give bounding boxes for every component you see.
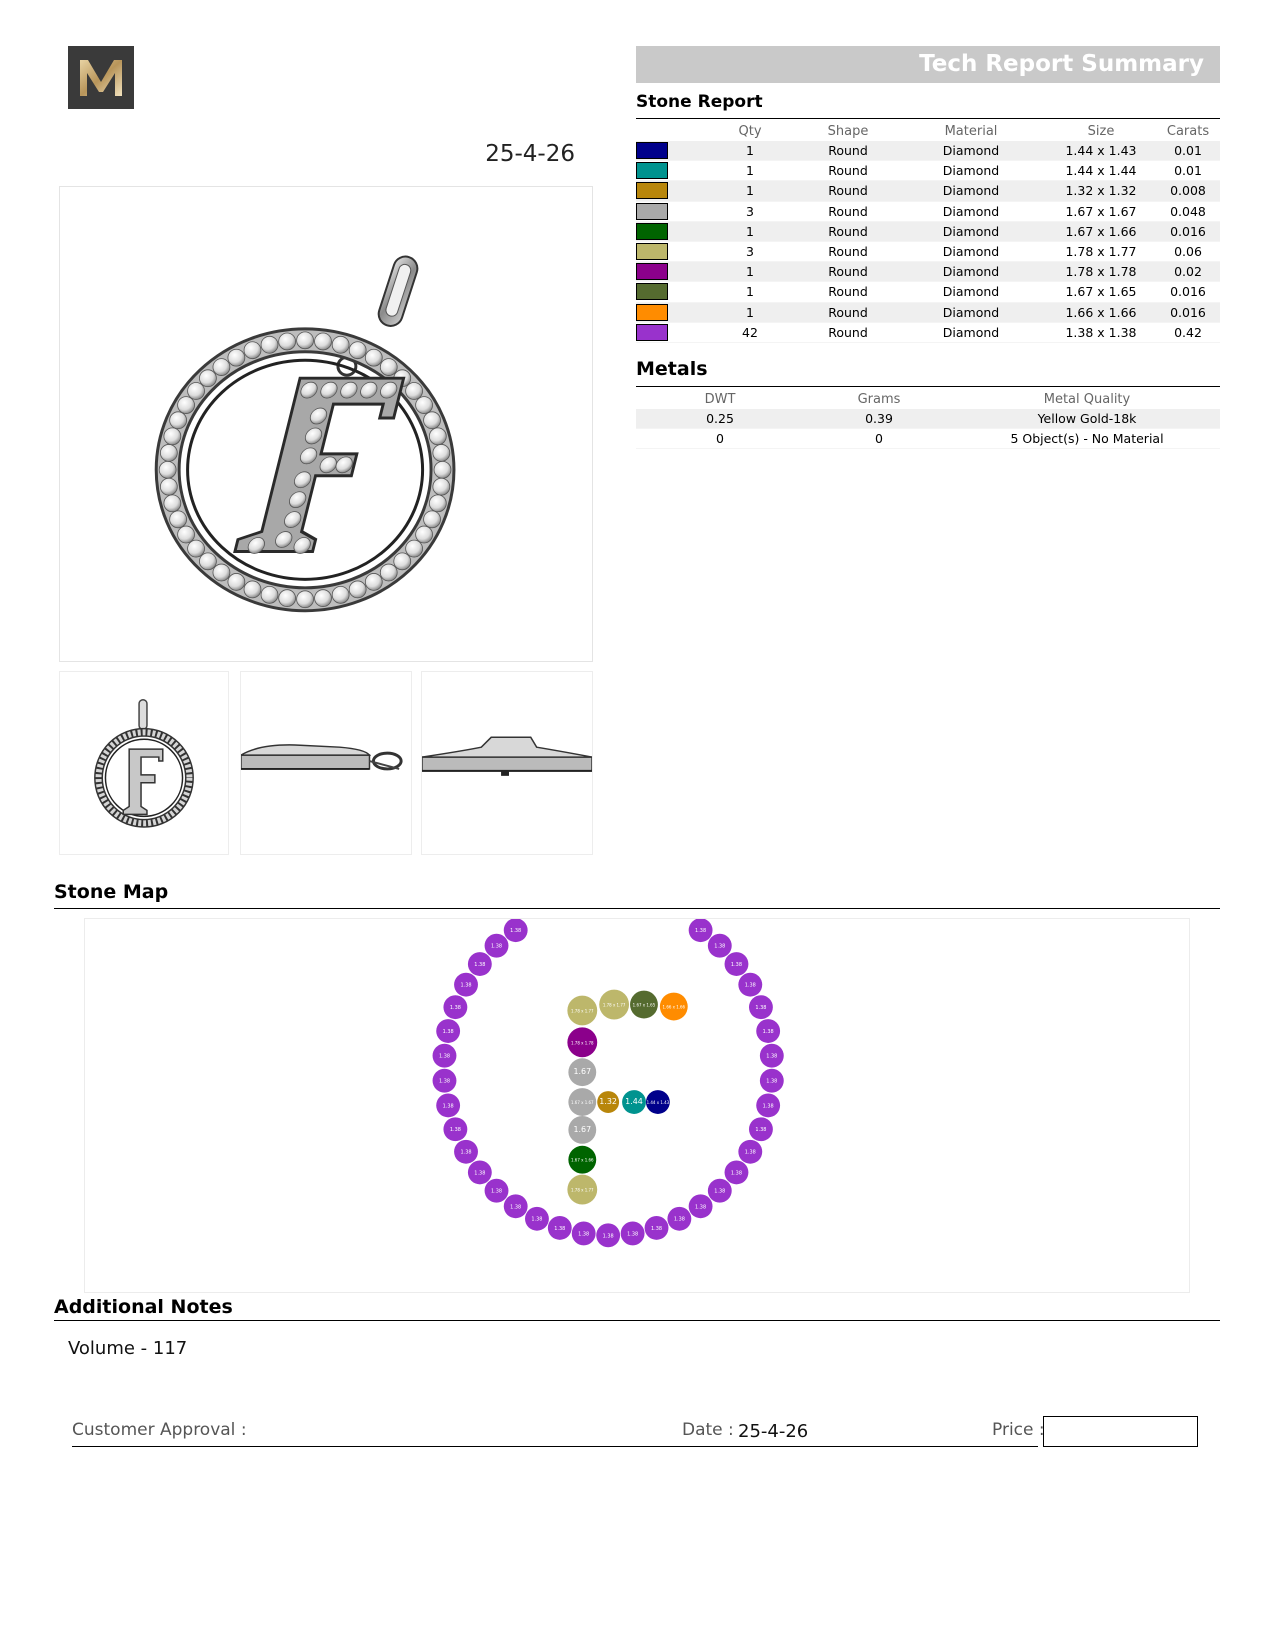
material-cell: Diamond: [896, 322, 1046, 342]
stone-color-swatch: [636, 263, 668, 280]
color-swatch: [636, 262, 700, 282]
map-ring-stone-label: 1.38: [531, 1216, 543, 1223]
stone-color-swatch: [636, 182, 668, 199]
map-ring-stone-label: 1.38: [460, 982, 472, 989]
ring-stone: [228, 573, 245, 590]
stone-color-swatch: [636, 324, 668, 341]
column-header-grams: Grams: [857, 391, 901, 407]
table-row: [636, 282, 1220, 302]
stone-color-swatch: [636, 243, 668, 260]
ring-stone: [424, 412, 441, 429]
map-ring-stone-label: 1.38: [695, 928, 707, 935]
ring-stone: [433, 444, 450, 461]
qty-cell: 1: [700, 302, 800, 322]
price-field[interactable]: [1043, 1416, 1198, 1447]
size-cell: 1.44 x 1.44: [1046, 161, 1156, 181]
thumbnail-side-view[interactable]: [240, 671, 412, 855]
map-letter-stone-label: 1.32: [599, 1097, 617, 1107]
color-swatch: [636, 141, 700, 161]
ring-stone: [429, 495, 446, 512]
color-swatch: [636, 181, 700, 201]
map-letter-stone-label: 1.44: [625, 1097, 643, 1107]
column-header-carats: Carats: [1166, 123, 1210, 139]
material-cell: Diamond: [896, 201, 1046, 221]
map-ring-stone: [738, 973, 762, 997]
dwt-cell: 0: [636, 429, 804, 449]
ring-stone: [178, 526, 195, 543]
ring-stone: [297, 332, 314, 349]
map-ring-stone: [756, 1019, 780, 1043]
map-ring-stone: [485, 1179, 509, 1203]
signature-line[interactable]: [72, 1446, 1038, 1447]
carats-cell: 0.016: [1156, 302, 1220, 322]
table-row: [636, 302, 1220, 322]
map-ring-stone: [667, 1207, 691, 1231]
map-ring-stone: [596, 1223, 620, 1247]
stone-color-swatch: [636, 223, 668, 240]
column-header-shape: Shape: [827, 123, 869, 139]
qty-cell: 42: [700, 322, 800, 342]
report-date: 25-4-26: [485, 141, 575, 167]
ring-stone: [429, 428, 446, 445]
map-ring-stone-label: 1.38: [438, 1078, 451, 1085]
map-ring-stone-label: 1.38: [755, 1005, 767, 1012]
ring-stone: [416, 526, 433, 543]
map-ring-stone-label: 1.38: [474, 962, 486, 969]
map-letter-stone: [568, 1116, 596, 1144]
map-ring-stone: [572, 1222, 596, 1246]
size-cell: 1.32 x 1.32: [1046, 181, 1156, 201]
ring-stone: [279, 590, 296, 607]
color-swatch: [636, 221, 700, 241]
ring-stone: [160, 444, 177, 461]
map-letter-stone-label: 1.67 x 1.66: [571, 1157, 594, 1163]
map-ring-stone: [725, 1160, 749, 1184]
map-ring-stone: [760, 1069, 784, 1093]
map-ring-stone: [443, 995, 467, 1019]
table-header-row: [636, 121, 1220, 141]
column-header-size: Size: [1087, 123, 1115, 139]
qty-cell: 3: [700, 201, 800, 221]
shape-cell: Round: [800, 141, 896, 161]
map-ring-stone-label: 1.38: [510, 1204, 522, 1211]
qty-cell: 1: [700, 161, 800, 181]
ring-stone: [315, 333, 332, 350]
map-letter-stone: [567, 1027, 597, 1057]
size-cell: 1.44 x 1.43: [1046, 141, 1156, 161]
map-letter-stone-label: 1.67: [573, 1067, 592, 1077]
date-value: 25-4-26: [738, 1421, 809, 1442]
map-letter-stone-label: 1.78 x 1.78: [571, 1040, 594, 1046]
map-letter-stone: [622, 1090, 646, 1114]
table-row: [636, 141, 1220, 161]
material-cell: Diamond: [896, 241, 1046, 261]
ring-stone: [380, 359, 397, 376]
map-ring-stone-label: 1.38: [490, 1188, 503, 1195]
map-ring-stone: [689, 919, 713, 942]
thumbnail-front-view[interactable]: [59, 671, 229, 855]
main-render-image: [59, 186, 593, 662]
company-logo: [68, 46, 134, 109]
ring-stone: [261, 586, 278, 603]
map-letter-stone: [568, 1058, 596, 1086]
notes-text: Volume - 117: [68, 1338, 188, 1359]
ring-stone: [160, 478, 177, 495]
ring-stone: [178, 397, 195, 414]
shape-cell: Round: [800, 161, 896, 181]
map-ring-stone: [756, 1093, 780, 1117]
table-row: [636, 221, 1220, 241]
material-cell: Diamond: [896, 181, 1046, 201]
map-ring-stone-label: 1.38: [744, 982, 756, 989]
customer-approval-label: Customer Approval :: [72, 1420, 247, 1440]
thumbnail-side-view-2[interactable]: [421, 671, 593, 855]
ring-stone: [188, 540, 205, 557]
map-letter-stone: [567, 996, 597, 1026]
quality-cell: 5 Object(s) - No Material: [954, 429, 1220, 449]
size-cell: 1.67 x 1.67: [1046, 201, 1156, 221]
table-row: [636, 409, 1220, 429]
carats-cell: 0.016: [1156, 282, 1220, 302]
map-ring-stone-label: 1.38: [510, 928, 522, 935]
color-swatch: [636, 201, 700, 221]
map-ring-stone-label: 1.38: [766, 1078, 778, 1085]
map-ring-stone: [468, 1160, 492, 1184]
map-ring-stone: [468, 952, 492, 976]
map-letter-stone: [660, 993, 688, 1021]
stone-color-swatch: [636, 203, 668, 220]
color-swatch: [636, 302, 700, 322]
stone-map-diagram: [84, 918, 1190, 1293]
map-ring-stone-label: 1.38: [442, 1103, 454, 1110]
map-letter-stone: [568, 1146, 596, 1174]
map-ring-stone: [689, 1194, 713, 1218]
map-ring-stone-label: 1.38: [578, 1231, 590, 1238]
carats-cell: 0.008: [1156, 181, 1220, 201]
size-cell: 1.38 x 1.38: [1046, 322, 1156, 342]
map-letter-stone: [630, 991, 658, 1019]
shape-cell: Round: [800, 262, 896, 282]
quality-cell: Yellow Gold-18k: [954, 409, 1220, 429]
shape-cell: Round: [800, 282, 896, 302]
size-cell: 1.78 x 1.78: [1046, 262, 1156, 282]
carats-cell: 0.048: [1156, 201, 1220, 221]
map-ring-stone: [433, 1044, 457, 1068]
qty-cell: 1: [700, 282, 800, 302]
report-header-bar: [636, 46, 1220, 83]
ring-stone: [199, 553, 216, 570]
shape-cell: Round: [800, 302, 896, 322]
ring-stone: [228, 349, 245, 366]
map-ring-stone-label: 1.38: [730, 962, 743, 969]
map-ring-stone: [443, 1117, 467, 1141]
ring-stone: [332, 336, 349, 353]
map-ring-stone: [749, 995, 773, 1019]
ring-stone: [170, 511, 187, 528]
map-ring-stone: [504, 1194, 528, 1218]
map-ring-stone: [708, 1179, 732, 1203]
map-letter-stone: [567, 1175, 597, 1205]
map-ring-stone-label: 1.38: [602, 1233, 614, 1240]
stone-map-title: Stone Map: [54, 881, 169, 903]
map-ring-stone-label: 1.38: [714, 943, 726, 950]
map-ring-stone: [749, 1117, 773, 1141]
ring-stone: [406, 383, 423, 400]
map-ring-stone: [436, 1093, 460, 1117]
ring-stone: [244, 342, 261, 359]
column-header-metal-quality: Metal Quality: [1043, 391, 1131, 407]
map-ring-stone-label: 1.38: [438, 1053, 451, 1060]
table-row: [636, 181, 1220, 201]
map-letter-stone-label: 1.67 x 1.65: [632, 1002, 656, 1008]
carats-cell: 0.01: [1156, 161, 1220, 181]
color-swatch: [636, 241, 700, 261]
ring-stone: [213, 359, 230, 376]
metals-title: Metals: [636, 358, 708, 380]
shape-cell: Round: [800, 322, 896, 342]
report-title: Tech Report Summary: [919, 51, 1204, 77]
qty-cell: 3: [700, 241, 800, 261]
shape-cell: Round: [800, 181, 896, 201]
carats-cell: 0.01: [1156, 141, 1220, 161]
map-ring-stone: [433, 1069, 457, 1093]
stone-color-swatch: [636, 142, 668, 159]
column-header-qty: Qty: [738, 123, 762, 139]
column-header-material: Material: [944, 123, 998, 139]
map-ring-stone-label: 1.38: [650, 1225, 663, 1232]
divider: [636, 386, 1220, 387]
qty-cell: 1: [700, 262, 800, 282]
additional-notes-title: Additional Notes: [54, 1296, 233, 1318]
table-row: [636, 201, 1220, 221]
column-header-dwt: DWT: [704, 391, 736, 407]
stone-report-table: [636, 121, 1220, 343]
map-ring-stone: [645, 1216, 669, 1240]
qty-cell: 1: [700, 221, 800, 241]
map-letter-stone-label: 1.67: [573, 1124, 592, 1134]
map-ring-stone: [485, 934, 509, 958]
ring-stone: [365, 573, 382, 590]
map-ring-stone: [504, 919, 528, 942]
map-ring-stone: [454, 973, 478, 997]
map-ring-stone-label: 1.38: [762, 1103, 774, 1110]
table-row: [636, 241, 1220, 261]
map-ring-stone: [725, 952, 749, 976]
ring-stone: [164, 495, 181, 512]
map-letter-stone: [568, 1088, 596, 1116]
size-cell: 1.78 x 1.77: [1046, 241, 1156, 261]
divider: [636, 118, 1220, 119]
ring-stone: [159, 461, 176, 478]
material-cell: Diamond: [896, 262, 1046, 282]
map-ring-stone-label: 1.38: [695, 1204, 707, 1211]
carats-cell: 0.42: [1156, 322, 1220, 342]
map-ring-stone-label: 1.38: [554, 1225, 566, 1232]
ring-stone: [349, 581, 366, 598]
grams-cell: 0.39: [804, 409, 954, 429]
map-ring-stone-label: 1.38: [755, 1127, 767, 1134]
metals-table: [636, 389, 1220, 449]
date-label: Date :: [682, 1420, 734, 1440]
material-cell: Diamond: [896, 302, 1046, 322]
size-cell: 1.66 x 1.66: [1046, 302, 1156, 322]
map-letter-stone: [646, 1090, 670, 1114]
map-ring-stone-label: 1.38: [474, 1170, 486, 1177]
dwt-cell: 0.25: [636, 409, 804, 429]
stone-color-swatch: [636, 162, 668, 179]
map-letter-stone-label: 1.44 x 1.43: [646, 1100, 670, 1106]
ring-stone: [315, 590, 332, 607]
qty-cell: 1: [700, 141, 800, 161]
map-ring-stone-label: 1.38: [442, 1029, 454, 1036]
ring-stone: [349, 342, 366, 359]
map-ring-stone: [525, 1207, 549, 1231]
ring-stone: [170, 412, 187, 429]
map-ring-stone-label: 1.38: [449, 1005, 461, 1012]
material-cell: Diamond: [896, 282, 1046, 302]
map-letter-stone-label: 1.66 x 1.66: [662, 1004, 686, 1010]
table-row: [636, 262, 1220, 282]
color-swatch: [636, 161, 700, 181]
ring-stone: [332, 586, 349, 603]
map-ring-stone-label: 1.38: [460, 1149, 472, 1156]
ring-stone: [365, 349, 382, 366]
ring-stone: [164, 428, 181, 445]
ring-stone: [406, 540, 423, 557]
price-label: Price :: [992, 1420, 1045, 1440]
table-row: [636, 322, 1220, 342]
column-header-color: [636, 121, 700, 141]
map-letter-stone-label: 1.67 x 1.67: [571, 1100, 594, 1106]
stone-color-swatch: [636, 304, 668, 321]
divider: [54, 1320, 1220, 1321]
stone-report-title: Stone Report: [636, 92, 763, 112]
ring-stone: [433, 478, 450, 495]
divider: [54, 908, 1220, 909]
ring-stone: [188, 383, 205, 400]
map-letter-stone: [597, 1091, 619, 1113]
map-ring-stone-label: 1.38: [673, 1216, 685, 1223]
map-ring-stone-label: 1.38: [766, 1053, 778, 1060]
map-letter-stone-label: 1.78 x 1.77: [571, 1008, 594, 1014]
material-cell: Diamond: [896, 221, 1046, 241]
table-header-row: [636, 389, 1220, 409]
color-swatch: [636, 282, 700, 302]
map-ring-stone-label: 1.38: [627, 1231, 639, 1238]
map-ring-stone-label: 1.38: [744, 1149, 756, 1156]
qty-cell: 1: [700, 181, 800, 201]
size-cell: 1.67 x 1.65: [1046, 282, 1156, 302]
map-ring-stone: [760, 1044, 784, 1068]
grams-cell: 0: [804, 429, 954, 449]
carats-cell: 0.016: [1156, 221, 1220, 241]
ring-stone: [424, 511, 441, 528]
map-letter-stone: [599, 990, 629, 1020]
ring-stone: [380, 564, 397, 581]
map-ring-stone: [708, 934, 732, 958]
map-ring-stone: [436, 1019, 460, 1043]
shape-cell: Round: [800, 201, 896, 221]
size-cell: 1.67 x 1.66: [1046, 221, 1156, 241]
table-row: [636, 161, 1220, 181]
map-ring-stone: [548, 1216, 572, 1240]
map-ring-stone: [738, 1140, 762, 1164]
ring-stone: [394, 553, 411, 570]
map-ring-stone-label: 1.38: [714, 1188, 726, 1195]
carats-cell: 0.02: [1156, 262, 1220, 282]
ring-stone: [213, 564, 230, 581]
map-ring-stone-label: 1.38: [730, 1170, 743, 1177]
material-cell: Diamond: [896, 141, 1046, 161]
map-ring-stone: [621, 1222, 645, 1246]
stone-color-swatch: [636, 283, 668, 300]
map-ring-stone-label: 1.38: [490, 943, 503, 950]
map-ring-stone: [454, 1140, 478, 1164]
ring-stone: [416, 397, 433, 414]
ring-stone: [434, 461, 451, 478]
ring-stone: [261, 336, 278, 353]
table-row: [636, 429, 1220, 449]
ring-stone: [297, 591, 314, 608]
ring-stone: [244, 581, 261, 598]
map-ring-stone-label: 1.38: [762, 1029, 774, 1036]
map-ring-stone-label: 1.38: [449, 1127, 461, 1134]
material-cell: Diamond: [896, 161, 1046, 181]
ring-stone: [199, 370, 216, 387]
shape-cell: Round: [800, 241, 896, 261]
carats-cell: 0.06: [1156, 241, 1220, 261]
map-letter-stone-label: 1.78 x 1.77: [571, 1187, 594, 1193]
color-swatch: [636, 322, 700, 342]
ring-stone: [279, 333, 296, 350]
shape-cell: Round: [800, 221, 896, 241]
map-letter-stone-label: 1.78 x 1.77: [602, 1002, 626, 1008]
